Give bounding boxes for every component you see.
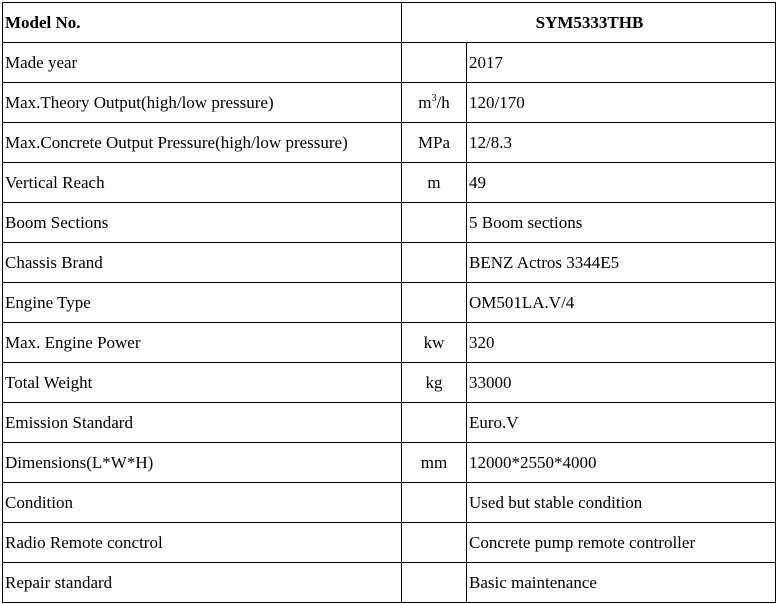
row-value: 2017 [467,43,776,83]
row-value: 49 [467,163,776,203]
row-label: Engine Type [3,283,402,323]
row-value: 120/170 [467,83,776,123]
header-row [3,3,776,43]
table-row [3,523,776,563]
row-label: Max. Engine Power [3,323,402,363]
unit-tail: /h [436,93,450,112]
row-label: Radio Remote conctrol [3,523,402,563]
unit-base: m [418,93,432,112]
row-unit: MPa [402,123,467,163]
table-row [3,483,776,523]
row-unit [402,243,467,283]
spec-table [2,2,776,603]
row-label: Total Weight [3,363,402,403]
row-label: Chassis Brand [3,243,402,283]
row-value: Basic maintenance [467,563,776,603]
model-value: SYM5333THB [402,3,776,43]
row-value: 12000*2550*4000 [467,443,776,483]
table-row [3,563,776,603]
row-label: Boom Sections [3,203,402,243]
row-unit [402,83,467,123]
row-unit: kw [402,323,467,363]
row-value: 12/8.3 [467,123,776,163]
table-row [3,363,776,403]
unit-superscript: 3 [431,93,437,104]
row-label: Made year [3,43,402,83]
table-row [3,83,776,123]
row-label: Max.Concrete Output Pressure(high/low pressure) [3,123,402,163]
row-label: Max.Theory Output(high/low pressure) [3,83,402,123]
row-unit [402,283,467,323]
row-label: Repair standard [3,563,402,603]
row-unit [402,43,467,83]
row-value: Concrete pump remote controller [467,523,776,563]
model-label: Model No. [3,3,402,43]
row-unit: kg [402,363,467,403]
row-unit: mm [402,443,467,483]
row-label: Emission Standard [3,403,402,443]
row-value: 33000 [467,363,776,403]
row-value: Used but stable condition [467,483,776,523]
row-value: 5 Boom sections [467,203,776,243]
table-row [3,123,776,163]
row-unit: m [402,163,467,203]
row-label: Condition [3,483,402,523]
table-row [3,403,776,443]
row-value: OM501LA.V/4 [467,283,776,323]
row-unit [402,523,467,563]
table-row [3,283,776,323]
row-label: Dimensions(L*W*H) [3,443,402,483]
row-unit [402,483,467,523]
row-value: Euro.V [467,403,776,443]
table-row [3,43,776,83]
table-row [3,323,776,363]
table-row [3,203,776,243]
row-unit [402,203,467,243]
row-unit [402,563,467,603]
row-value: BENZ Actros 3344E5 [467,243,776,283]
table-row [3,443,776,483]
row-unit [402,403,467,443]
table-row [3,243,776,283]
table-row [3,163,776,203]
row-value: 320 [467,323,776,363]
row-label: Vertical Reach [3,163,402,203]
